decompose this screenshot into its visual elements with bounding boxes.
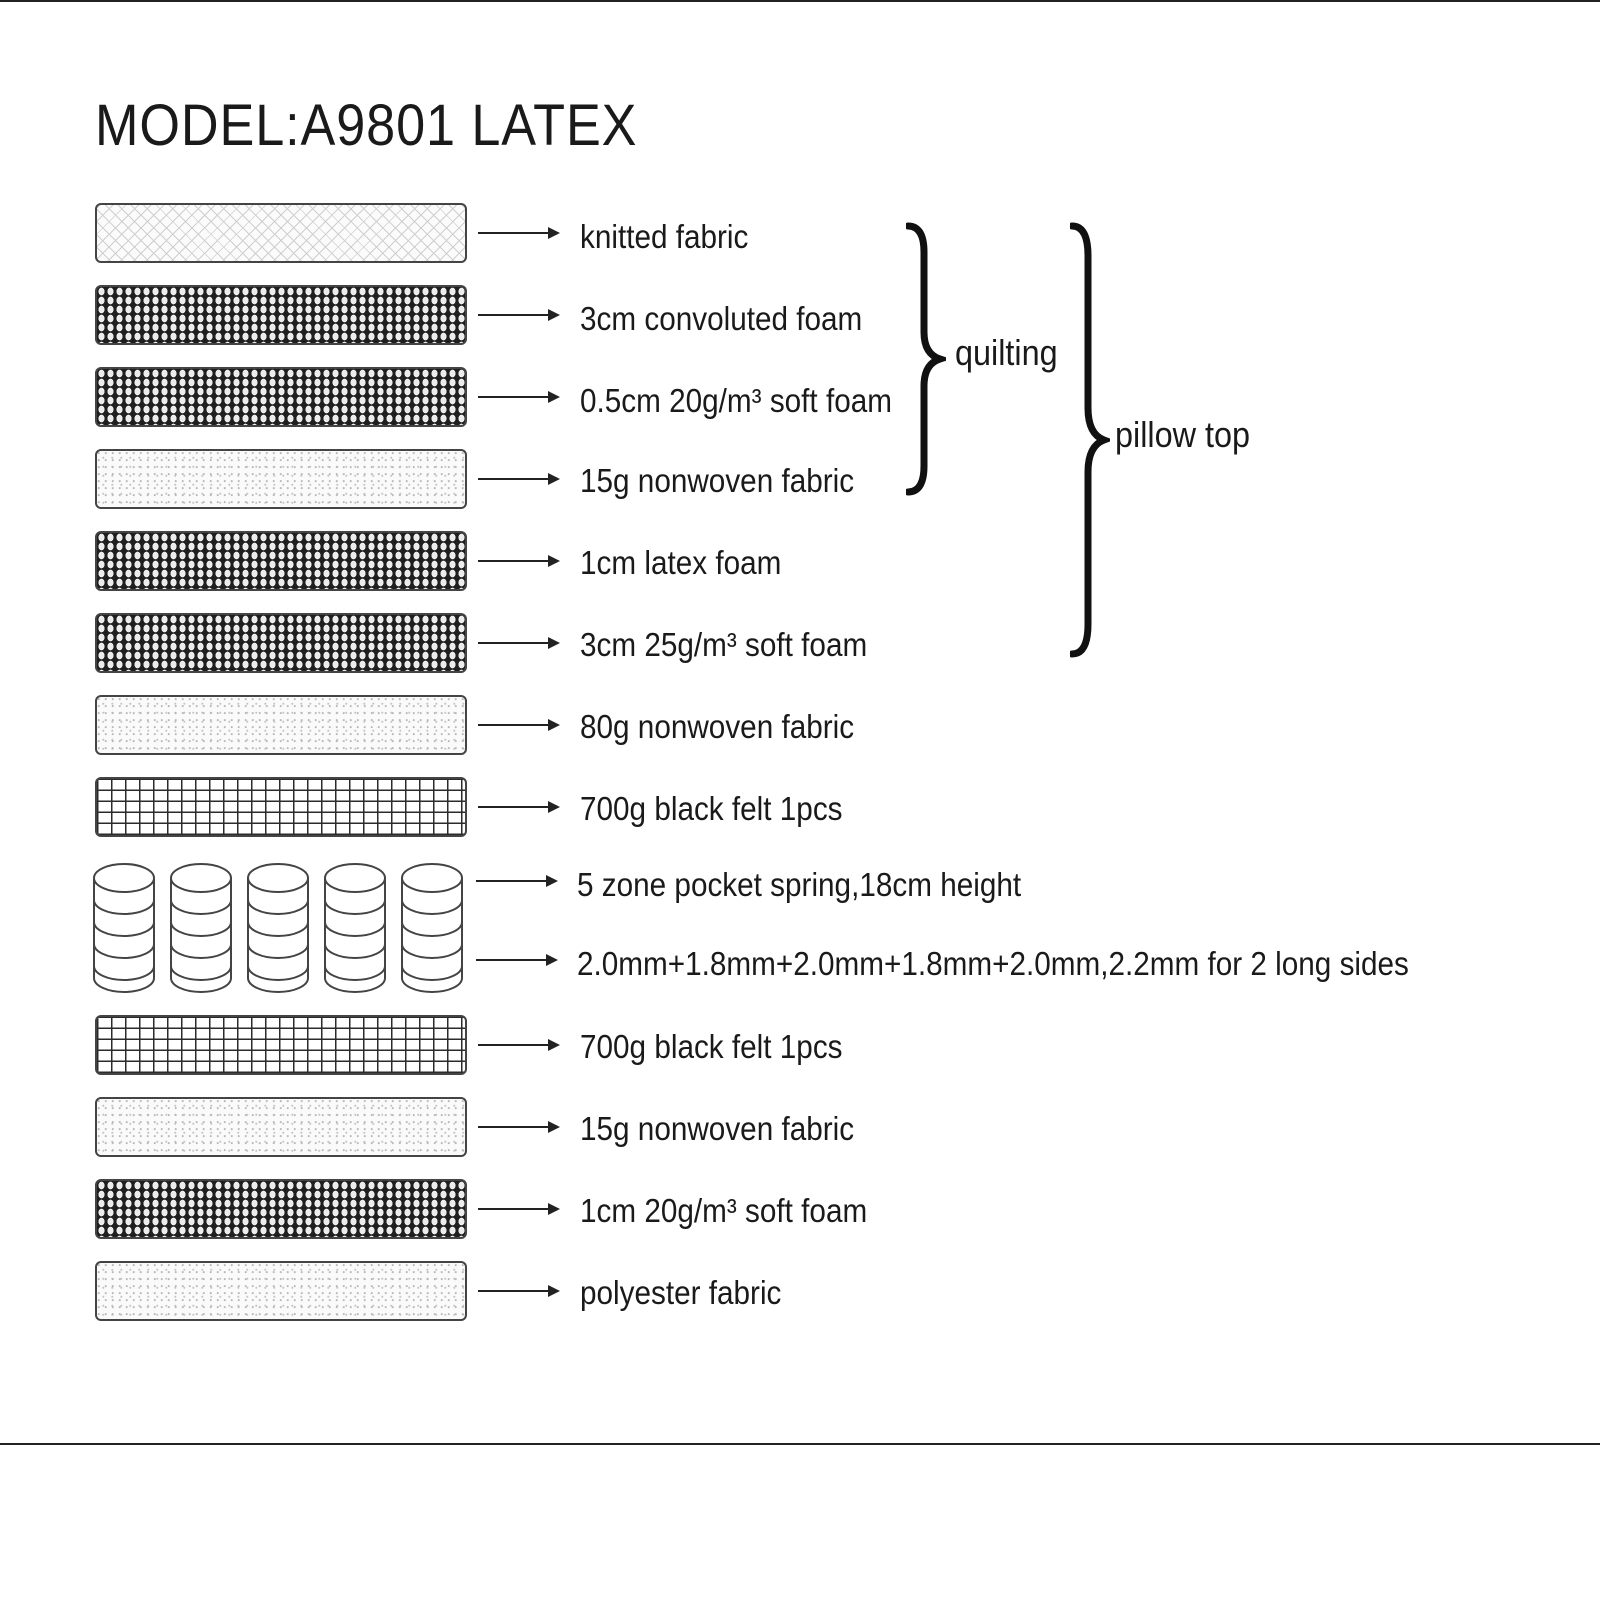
top-border-line: [0, 0, 1600, 2]
layer-label-nonwoven-15g-lower: 15g nonwoven fabric: [580, 1110, 855, 1147]
layer-swatch-knitted-fabric: [95, 203, 467, 263]
layer-label-polyester-fabric: polyester fabric: [580, 1274, 782, 1311]
layer-label-knitted-fabric: knitted fabric: [580, 218, 749, 255]
layer-label-black-felt-lower: 700g black felt 1pcs: [580, 1028, 843, 1065]
arrow: [476, 875, 558, 887]
layer-swatch-soft-foam-05cm: [95, 367, 467, 427]
layer-label-nonwoven-80g: 80g nonwoven fabric: [580, 708, 855, 745]
layer-label-nonwoven-15g: 15g nonwoven fabric: [580, 462, 855, 499]
arrow: [478, 637, 560, 649]
arrow: [478, 1203, 560, 1215]
layer-label-latex-foam: 1cm latex foam: [580, 544, 782, 581]
spring-coil: [402, 864, 462, 992]
layer-label-soft-foam-1cm: 1cm 20g/m³ soft foam: [580, 1192, 868, 1229]
spring-coil: [325, 864, 385, 992]
arrow: [478, 555, 560, 567]
arrow: [478, 719, 560, 731]
arrow: [478, 391, 560, 403]
layer-swatch-nonwoven-80g: [95, 695, 467, 755]
model-title: MODEL:A9801 LATEX: [95, 93, 638, 158]
layer-swatch-polyester-fabric: [95, 1261, 467, 1321]
spring-label-height: 5 zone pocket spring,18cm height: [577, 866, 1022, 903]
arrow: [478, 801, 560, 813]
layer-swatch-soft-foam-1cm: [95, 1179, 467, 1239]
layer-swatch-convoluted-foam: [95, 285, 467, 345]
layer-label-convoluted-foam: 3cm convoluted foam: [580, 300, 863, 337]
quilting-brace-icon: [906, 222, 946, 496]
spring-coil: [248, 864, 308, 992]
quilting-group-label: quilting: [955, 332, 1058, 373]
layer-swatch-black-felt-upper: [95, 777, 467, 837]
arrow: [478, 227, 560, 239]
layer-swatch-nonwoven-15g-lower: [95, 1097, 467, 1157]
pillow-top-brace-icon: [1070, 222, 1110, 658]
layer-label-soft-foam-05cm: 0.5cm 20g/m³ soft foam: [580, 382, 892, 419]
arrow: [478, 473, 560, 485]
layer-swatch-nonwoven-15g: [95, 449, 467, 509]
arrow: [476, 954, 558, 966]
arrow: [478, 1121, 560, 1133]
layer-swatch-black-felt-lower: [95, 1015, 467, 1075]
spring-coil: [171, 864, 231, 992]
arrow: [478, 1285, 560, 1297]
layer-swatch-soft-foam-3cm: [95, 613, 467, 673]
spring-coil: [94, 864, 154, 992]
layer-label-soft-foam-3cm: 3cm 25g/m³ soft foam: [580, 626, 868, 663]
pillow-top-group-label: pillow top: [1115, 414, 1251, 455]
layer-swatch-latex-foam: [95, 531, 467, 591]
arrow: [478, 309, 560, 321]
bottom-border-line: [0, 1443, 1600, 1445]
spring-label-wire-gauge: 2.0mm+1.8mm+2.0mm+1.8mm+2.0mm,2.2mm for 2 long sides: [577, 945, 1409, 982]
layer-label-black-felt-upper: 700g black felt 1pcs: [580, 790, 843, 827]
arrow: [478, 1039, 560, 1051]
pocket-spring-coils: [92, 858, 472, 1000]
